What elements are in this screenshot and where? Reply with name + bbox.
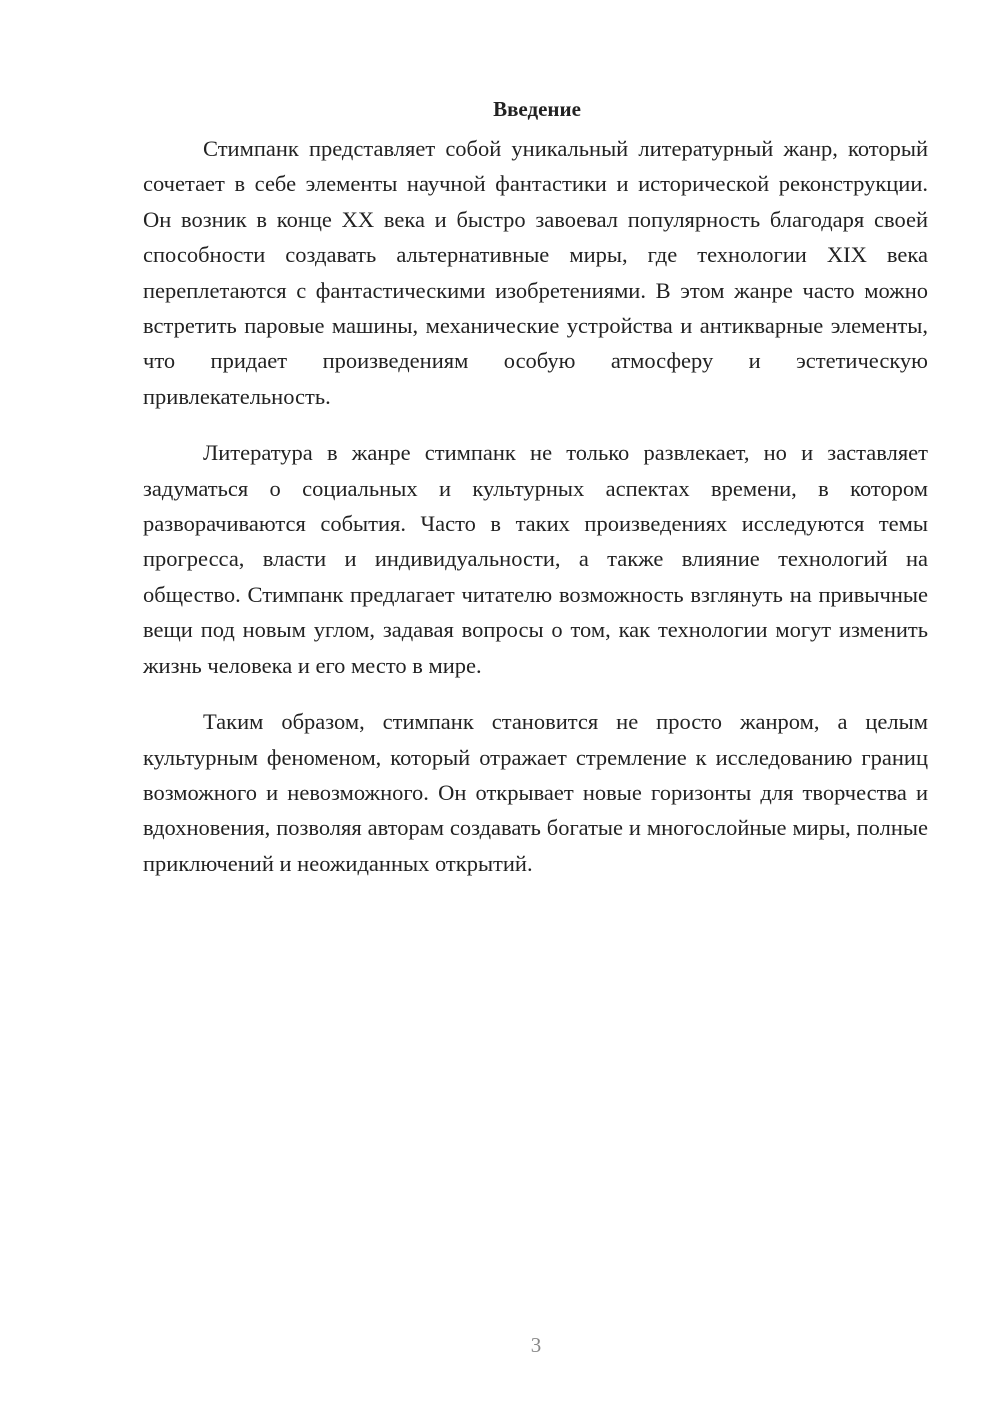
paragraph-2: Литература в жанре стимпанк не только развлекает, но и заставляет задуматься о социальных и культурных аспектах времени, в котором разворачиваются события. Часто в таких произведениях исследуются темы прогресса, власти и индивидуальности, а также влияние технологий на общество. Стимпанк предлагает читателю возможность взглянуть на привычные вещи под новым углом, задавая вопросы о том, как технологии могут изменить жизнь человека и его место в мире. [143, 440, 928, 678]
page-number: 3 [530, 1333, 542, 1357]
section-title: Введение [493, 97, 581, 121]
paragraph-3: Таким образом, стимпанк становится не просто жанром, а целым культурным феноменом, который отражает стремление к исследованию границ возможного и невозможного. Он открывает новые горизонты для творчества и вдохновения, позволяя авторам создавать богатые и многослойные миры, полные приключений и неожиданных открытий. [143, 709, 928, 876]
page-content [143, 92, 928, 902]
paragraph-1: Стимпанк представляет собой уникальный литературный жанр, который сочетает в себе элементы научной фантастики и исторической реконструкции. Он возник в конце XX века и быстро завоевал популярность благодаря своей способности создавать альтернативные миры, где технологии XIX века переплетаются с фантастическими изобретениями. В этом жанре часто можно встретить паровые машины, механические устройства и антикварные элементы, что придает произведениям особую атмосферу и эстетическую привлекательность. [143, 136, 928, 409]
